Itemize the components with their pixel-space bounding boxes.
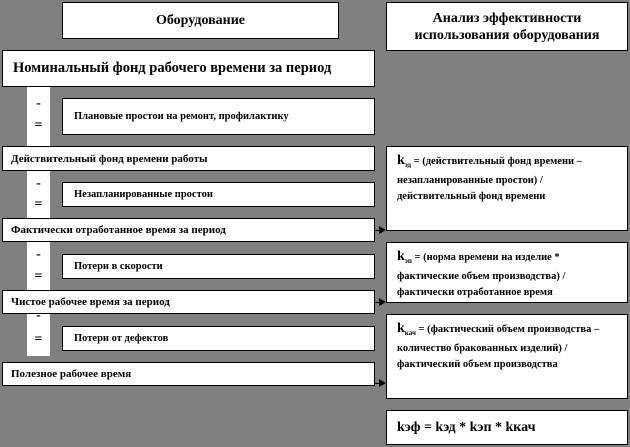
analysis-header-label: Анализ эффективности использования оборудования [414, 10, 600, 43]
equipment-header [62, 2, 339, 39]
coef-formula: = (фактический объем производства – количество бракованных изделий) / фактический объем производства [397, 324, 600, 371]
equals-sign: = [34, 197, 43, 212]
loss-label: Плановые простои на ремонт, профилактику [74, 111, 289, 122]
coef-subscript: эп [404, 257, 412, 266]
loss-label: Незапланированные простои [74, 189, 213, 200]
coef-performance-box [386, 242, 628, 303]
loss-label: Потери от дефектов [74, 333, 169, 344]
coef-formula: = (норма времени на изделие * фактические объем производства) / фактически отработанное время [397, 252, 566, 299]
loss-planned-downtime [62, 98, 375, 135]
arrow-right-icon [379, 226, 386, 234]
row-actual-fund [2, 146, 375, 171]
minus-sign: - [36, 96, 41, 111]
loss-label: Потери в скорости [74, 261, 163, 272]
coef-availability-box [386, 146, 628, 231]
row-nominal-fund [2, 50, 375, 87]
loss-speed [62, 254, 375, 279]
coef-subscript: эд [404, 161, 412, 170]
coef-subscript: кач [404, 329, 416, 338]
operator-panel [27, 242, 50, 290]
equals-sign: = [34, 269, 43, 284]
equals-sign: = [34, 332, 43, 347]
coef-formula: = (действительный фонд времени – незапланированные простои) / действительный фонд времени [397, 156, 582, 203]
minus-sign: - [36, 247, 41, 262]
minus-sign: - [36, 176, 41, 191]
arrow-right-icon [379, 379, 386, 387]
row-net-working-time [2, 290, 375, 314]
coef-total-box [386, 410, 628, 445]
equals-sign: = [34, 118, 43, 133]
arrow-right-icon [379, 298, 386, 306]
loss-unplanned-downtime [62, 182, 375, 207]
coef-symbol: k [397, 153, 405, 168]
operator-panel [27, 308, 50, 356]
loss-defects [62, 326, 375, 351]
coef-symbol: k [397, 321, 405, 336]
analysis-header [386, 2, 628, 51]
coef-quality-box [386, 314, 628, 399]
coef-symbol: k [397, 249, 405, 264]
minus-sign: - [36, 308, 41, 323]
row-label: Номинальный фонд рабочего времени за период [13, 60, 332, 76]
row-label: Полезное рабочее время [11, 368, 132, 380]
row-useful-working-time [2, 362, 375, 386]
row-label: Действительный фонд времени работы [11, 152, 208, 165]
equipment-header-label: Оборудование [155, 13, 246, 28]
coef-total-formula: kэф = kэд * kэп * kкач [397, 419, 536, 435]
row-label: Чистое рабочее время за период [11, 296, 170, 308]
operator-panel [27, 171, 50, 218]
row-label: Фактически отработанное время за период [11, 224, 226, 236]
row-actually-worked [2, 218, 375, 242]
operator-panel [27, 87, 50, 146]
